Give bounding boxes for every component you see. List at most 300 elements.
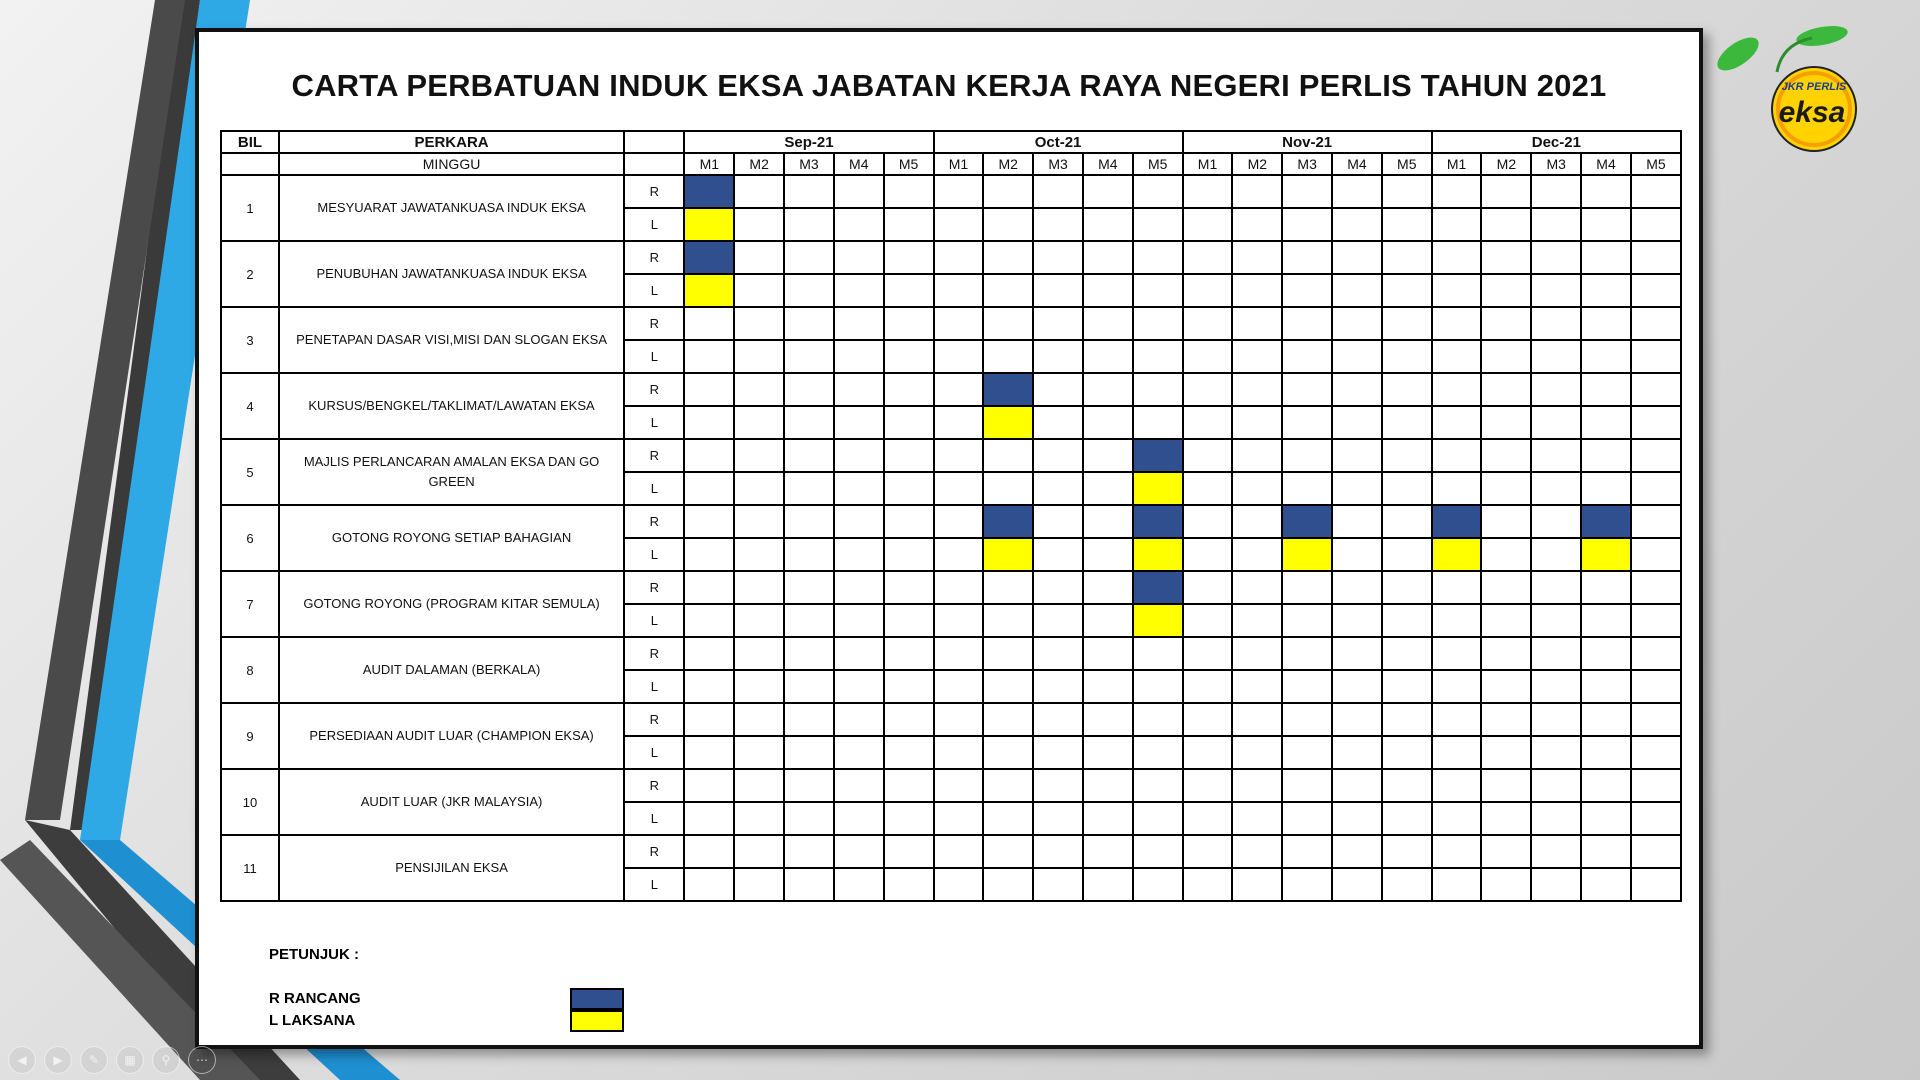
- header-blank-rl: [624, 153, 684, 175]
- item-description: PENSIJILAN EKSA: [279, 835, 624, 901]
- week-cell: [1631, 571, 1681, 604]
- rancang-marker: R: [624, 241, 684, 274]
- week-cell: [1033, 571, 1083, 604]
- week-cell: [1282, 736, 1332, 769]
- week-cell: [684, 307, 734, 340]
- week-cell: [983, 868, 1033, 901]
- item-description: GOTONG ROYONG SETIAP BAHAGIAN: [279, 505, 624, 571]
- week-cell: [784, 604, 834, 637]
- week-cell: [1033, 670, 1083, 703]
- week-header: M3: [1531, 153, 1581, 175]
- week-cell: [1133, 208, 1183, 241]
- week-cell: [1631, 274, 1681, 307]
- week-cell: [1183, 472, 1233, 505]
- week-cell: [1282, 208, 1332, 241]
- week-cell: [1432, 604, 1482, 637]
- week-cell: [1282, 340, 1332, 373]
- week-cell: [834, 835, 884, 868]
- week-cell: [1581, 472, 1631, 505]
- week-cell: [1232, 208, 1282, 241]
- laksana-marker: L: [624, 340, 684, 373]
- week-cell: [1133, 637, 1183, 670]
- week-cell: [1382, 868, 1432, 901]
- week-cell: [884, 472, 934, 505]
- week-cell: [1083, 769, 1133, 802]
- week-cell: [684, 439, 734, 472]
- week-cell: [1183, 307, 1233, 340]
- week-cell: [983, 703, 1033, 736]
- week-cell: [784, 637, 834, 670]
- week-cell: [1332, 868, 1382, 901]
- week-cell: [1133, 175, 1183, 208]
- week-cell: [983, 604, 1033, 637]
- item-description: PENETAPAN DASAR VISI,MISI DAN SLOGAN EKSA: [279, 307, 624, 373]
- week-header: M3: [1033, 153, 1083, 175]
- week-cell: [884, 868, 934, 901]
- week-cell: [934, 472, 984, 505]
- legend-heading: PETUNJUK :: [269, 946, 360, 963]
- week-cell: [1183, 835, 1233, 868]
- week-cell: [1183, 736, 1233, 769]
- week-cell: [784, 175, 834, 208]
- week-cell: [983, 736, 1033, 769]
- week-cell: [1481, 802, 1531, 835]
- week-cell: [884, 703, 934, 736]
- week-cell: [1033, 472, 1083, 505]
- week-header: M5: [1133, 153, 1183, 175]
- item-description: PENUBUHAN JAWATANKUASA INDUK EKSA: [279, 241, 624, 307]
- week-cell: [1232, 868, 1282, 901]
- planned-cell: [983, 505, 1033, 538]
- week-cell: [734, 571, 784, 604]
- planned-cell: [1133, 571, 1183, 604]
- week-cell: [1481, 208, 1531, 241]
- week-cell: [1481, 868, 1531, 901]
- week-cell: [1183, 670, 1233, 703]
- week-cell: [1033, 175, 1083, 208]
- month-header: Dec-21: [1432, 131, 1681, 153]
- item-number: 11: [221, 835, 279, 901]
- week-cell: [1332, 373, 1382, 406]
- week-cell: [1282, 274, 1332, 307]
- week-header: M1: [1183, 153, 1233, 175]
- week-cell: [1481, 472, 1531, 505]
- week-cell: [884, 802, 934, 835]
- week-cell: [1083, 505, 1133, 538]
- week-cell: [884, 340, 934, 373]
- planned-cell: [1133, 505, 1183, 538]
- week-cell: [1332, 637, 1382, 670]
- month-header: Oct-21: [934, 131, 1183, 153]
- week-cell: [834, 604, 884, 637]
- week-cell: [784, 439, 834, 472]
- rancang-marker: R: [624, 835, 684, 868]
- rancang-marker: R: [624, 373, 684, 406]
- week-cell: [1432, 439, 1482, 472]
- item-description: AUDIT DALAMAN (BERKALA): [279, 637, 624, 703]
- week-cell: [983, 571, 1033, 604]
- month-header: Sep-21: [684, 131, 933, 153]
- week-cell: [1432, 637, 1482, 670]
- week-cell: [734, 637, 784, 670]
- week-cell: [1581, 868, 1631, 901]
- week-cell: [1382, 406, 1432, 439]
- week-cell: [834, 340, 884, 373]
- week-cell: [1531, 307, 1581, 340]
- week-cell: [734, 439, 784, 472]
- pen-icon[interactable]: ✎: [80, 1046, 108, 1074]
- week-cell: [734, 802, 784, 835]
- item-number: 3: [221, 307, 279, 373]
- item-number: 1: [221, 175, 279, 241]
- plan-row: [221, 835, 1681, 868]
- week-cell: [1382, 208, 1432, 241]
- week-cell: [1481, 637, 1531, 670]
- week-cell: [1432, 175, 1482, 208]
- legend-laksana-label: L LAKSANA: [269, 1012, 356, 1029]
- week-cell: [983, 340, 1033, 373]
- week-cell: [1133, 406, 1183, 439]
- planned-cell: [1282, 505, 1332, 538]
- week-cell: [734, 373, 784, 406]
- week-cell: [1531, 868, 1581, 901]
- week-cell: [1481, 241, 1531, 274]
- item-number: 2: [221, 241, 279, 307]
- legend-laksana-swatch: [570, 1010, 624, 1032]
- week-cell: [834, 670, 884, 703]
- week-cell: [1083, 835, 1133, 868]
- week-cell: [884, 208, 934, 241]
- week-cell: [1282, 571, 1332, 604]
- week-cell: [1631, 703, 1681, 736]
- week-cell: [1332, 307, 1382, 340]
- week-cell: [934, 637, 984, 670]
- week-cell: [684, 769, 734, 802]
- done-cell: [1581, 538, 1631, 571]
- week-cell: [1581, 307, 1631, 340]
- week-cell: [1531, 835, 1581, 868]
- week-cell: [983, 241, 1033, 274]
- header-perkara: PERKARA: [279, 131, 624, 153]
- week-cell: [983, 670, 1033, 703]
- week-cell: [734, 175, 784, 208]
- header-row-weeks: [221, 153, 1681, 175]
- week-cell: [834, 571, 884, 604]
- week-header: M2: [1481, 153, 1531, 175]
- schedule-table: [220, 130, 1682, 902]
- week-cell: [1531, 406, 1581, 439]
- week-cell: [1432, 307, 1482, 340]
- week-cell: [1332, 406, 1382, 439]
- week-header: M1: [684, 153, 734, 175]
- week-cell: [884, 835, 934, 868]
- week-cell: [934, 868, 984, 901]
- week-cell: [784, 802, 834, 835]
- week-cell: [1481, 373, 1531, 406]
- week-cell: [1631, 736, 1681, 769]
- week-cell: [1432, 208, 1482, 241]
- week-cell: [1382, 241, 1432, 274]
- week-cell: [1232, 406, 1282, 439]
- week-cell: [1332, 538, 1382, 571]
- week-cell: [1183, 703, 1233, 736]
- week-cell: [1581, 175, 1631, 208]
- week-header: M3: [1282, 153, 1332, 175]
- done-cell: [684, 274, 734, 307]
- item-number: 8: [221, 637, 279, 703]
- done-cell: [983, 406, 1033, 439]
- week-cell: [1481, 538, 1531, 571]
- week-cell: [684, 340, 734, 373]
- week-cell: [1232, 274, 1282, 307]
- plan-row: [221, 439, 1681, 472]
- week-cell: [1083, 604, 1133, 637]
- week-cell: [1033, 406, 1083, 439]
- week-cell: [1183, 505, 1233, 538]
- week-cell: [1183, 208, 1233, 241]
- item-description: GOTONG ROYONG (PROGRAM KITAR SEMULA): [279, 571, 624, 637]
- week-cell: [1631, 373, 1681, 406]
- week-cell: [1332, 175, 1382, 208]
- week-cell: [1183, 802, 1233, 835]
- laksana-marker: L: [624, 274, 684, 307]
- week-cell: [1631, 604, 1681, 637]
- week-header: M5: [884, 153, 934, 175]
- week-cell: [834, 373, 884, 406]
- week-cell: [834, 868, 884, 901]
- week-cell: [784, 340, 834, 373]
- week-cell: [1183, 175, 1233, 208]
- week-cell: [684, 802, 734, 835]
- item-number: 4: [221, 373, 279, 439]
- week-cell: [684, 835, 734, 868]
- week-cell: [734, 868, 784, 901]
- schedule-body: [221, 175, 1681, 901]
- logo-main-text: eksa: [1778, 96, 1846, 129]
- week-cell: [1083, 637, 1133, 670]
- week-cell: [983, 175, 1033, 208]
- week-cell: [1282, 835, 1332, 868]
- week-cell: [834, 472, 884, 505]
- more-icon[interactable]: ⋯: [188, 1046, 216, 1074]
- week-cell: [1581, 208, 1631, 241]
- week-cell: [1631, 835, 1681, 868]
- week-cell: [1631, 637, 1681, 670]
- week-cell: [1332, 736, 1382, 769]
- week-cell: [1382, 703, 1432, 736]
- item-description: AUDIT LUAR (JKR MALAYSIA): [279, 769, 624, 835]
- week-cell: [834, 274, 884, 307]
- plan-row: [221, 175, 1681, 208]
- week-cell: [734, 406, 784, 439]
- week-cell: [1232, 571, 1282, 604]
- plan-row: [221, 703, 1681, 736]
- week-cell: [1232, 670, 1282, 703]
- week-cell: [1232, 703, 1282, 736]
- week-cell: [1133, 835, 1183, 868]
- week-cell: [684, 868, 734, 901]
- week-cell: [1332, 670, 1382, 703]
- laksana-marker: L: [624, 538, 684, 571]
- week-cell: [1631, 241, 1681, 274]
- week-cell: [734, 604, 784, 637]
- prev-icon[interactable]: ◀: [8, 1046, 36, 1074]
- week-cell: [934, 703, 984, 736]
- week-cell: [1332, 505, 1382, 538]
- month-header: Nov-21: [1183, 131, 1432, 153]
- week-cell: [1481, 835, 1531, 868]
- slides-icon[interactable]: ▦: [116, 1046, 144, 1074]
- week-cell: [834, 769, 884, 802]
- week-cell: [684, 472, 734, 505]
- week-cell: [1382, 637, 1432, 670]
- slide-content: [195, 28, 1703, 1049]
- week-cell: [1382, 472, 1432, 505]
- week-cell: [1432, 571, 1482, 604]
- week-header: M4: [834, 153, 884, 175]
- week-cell: [1282, 439, 1332, 472]
- week-cell: [1382, 538, 1432, 571]
- week-cell: [983, 835, 1033, 868]
- week-cell: [1133, 802, 1183, 835]
- week-cell: [834, 241, 884, 274]
- next-icon[interactable]: ▶: [44, 1046, 72, 1074]
- week-cell: [734, 505, 784, 538]
- week-cell: [983, 802, 1033, 835]
- week-cell: [934, 835, 984, 868]
- week-cell: [684, 703, 734, 736]
- week-cell: [1382, 670, 1432, 703]
- week-cell: [1531, 274, 1581, 307]
- week-cell: [1531, 538, 1581, 571]
- week-cell: [1033, 835, 1083, 868]
- week-cell: [1481, 439, 1531, 472]
- week-cell: [1133, 769, 1183, 802]
- week-cell: [1631, 406, 1681, 439]
- week-cell: [1531, 769, 1581, 802]
- header-row-months: [221, 131, 1681, 153]
- week-cell: [1232, 538, 1282, 571]
- week-cell: [1232, 439, 1282, 472]
- planned-cell: [1133, 439, 1183, 472]
- week-cell: [1083, 274, 1133, 307]
- week-cell: [1232, 505, 1282, 538]
- planned-cell: [1432, 505, 1482, 538]
- week-cell: [1531, 637, 1581, 670]
- week-cell: [734, 472, 784, 505]
- week-cell: [1481, 340, 1531, 373]
- week-cell: [1631, 175, 1681, 208]
- week-cell: [934, 802, 984, 835]
- eksa-logo: [1702, 14, 1872, 154]
- week-cell: [884, 736, 934, 769]
- week-cell: [1581, 769, 1631, 802]
- week-cell: [1531, 373, 1581, 406]
- week-cell: [784, 373, 834, 406]
- week-cell: [734, 835, 784, 868]
- week-cell: [1332, 274, 1382, 307]
- week-cell: [1282, 703, 1332, 736]
- week-cell: [1033, 703, 1083, 736]
- week-cell: [934, 307, 984, 340]
- done-cell: [1133, 538, 1183, 571]
- header-minggu: MINGGU: [279, 153, 624, 175]
- week-cell: [834, 307, 884, 340]
- week-cell: [1481, 274, 1531, 307]
- week-cell: [784, 736, 834, 769]
- week-cell: [934, 340, 984, 373]
- week-cell: [684, 736, 734, 769]
- week-cell: [1083, 373, 1133, 406]
- week-cell: [1083, 538, 1133, 571]
- week-cell: [934, 274, 984, 307]
- zoom-icon[interactable]: ⚲: [152, 1046, 180, 1074]
- week-cell: [1232, 472, 1282, 505]
- item-description: PERSEDIAAN AUDIT LUAR (CHAMPION EKSA): [279, 703, 624, 769]
- week-cell: [1332, 241, 1382, 274]
- week-cell: [734, 736, 784, 769]
- week-cell: [934, 208, 984, 241]
- done-cell: [684, 208, 734, 241]
- week-cell: [784, 571, 834, 604]
- week-cell: [1481, 604, 1531, 637]
- week-cell: [1581, 406, 1631, 439]
- week-cell: [834, 538, 884, 571]
- week-cell: [1183, 604, 1233, 637]
- week-cell: [834, 505, 884, 538]
- week-header: M3: [784, 153, 834, 175]
- week-cell: [1183, 637, 1233, 670]
- week-header: M4: [1332, 153, 1382, 175]
- plan-row: [221, 769, 1681, 802]
- week-header: M1: [1432, 153, 1482, 175]
- week-cell: [1133, 373, 1183, 406]
- laksana-marker: L: [624, 472, 684, 505]
- week-cell: [1531, 670, 1581, 703]
- week-cell: [1183, 241, 1233, 274]
- week-cell: [1332, 604, 1382, 637]
- week-cell: [1282, 769, 1332, 802]
- week-cell: [1083, 736, 1133, 769]
- rancang-marker: R: [624, 571, 684, 604]
- week-header: M4: [1083, 153, 1133, 175]
- week-cell: [1183, 769, 1233, 802]
- week-cell: [1083, 571, 1133, 604]
- week-cell: [1631, 802, 1681, 835]
- week-cell: [884, 637, 934, 670]
- week-cell: [834, 736, 884, 769]
- week-cell: [1382, 307, 1432, 340]
- week-cell: [1382, 802, 1432, 835]
- laksana-marker: L: [624, 670, 684, 703]
- week-cell: [1332, 340, 1382, 373]
- week-cell: [983, 274, 1033, 307]
- week-cell: [784, 505, 834, 538]
- laksana-marker: L: [624, 208, 684, 241]
- week-cell: [734, 241, 784, 274]
- item-number: 5: [221, 439, 279, 505]
- week-cell: [784, 538, 834, 571]
- week-cell: [1083, 175, 1133, 208]
- week-cell: [884, 439, 934, 472]
- week-cell: [784, 703, 834, 736]
- week-cell: [1332, 703, 1382, 736]
- week-cell: [1581, 637, 1631, 670]
- week-cell: [1581, 835, 1631, 868]
- week-cell: [884, 571, 934, 604]
- week-cell: [1033, 208, 1083, 241]
- week-cell: [1631, 538, 1681, 571]
